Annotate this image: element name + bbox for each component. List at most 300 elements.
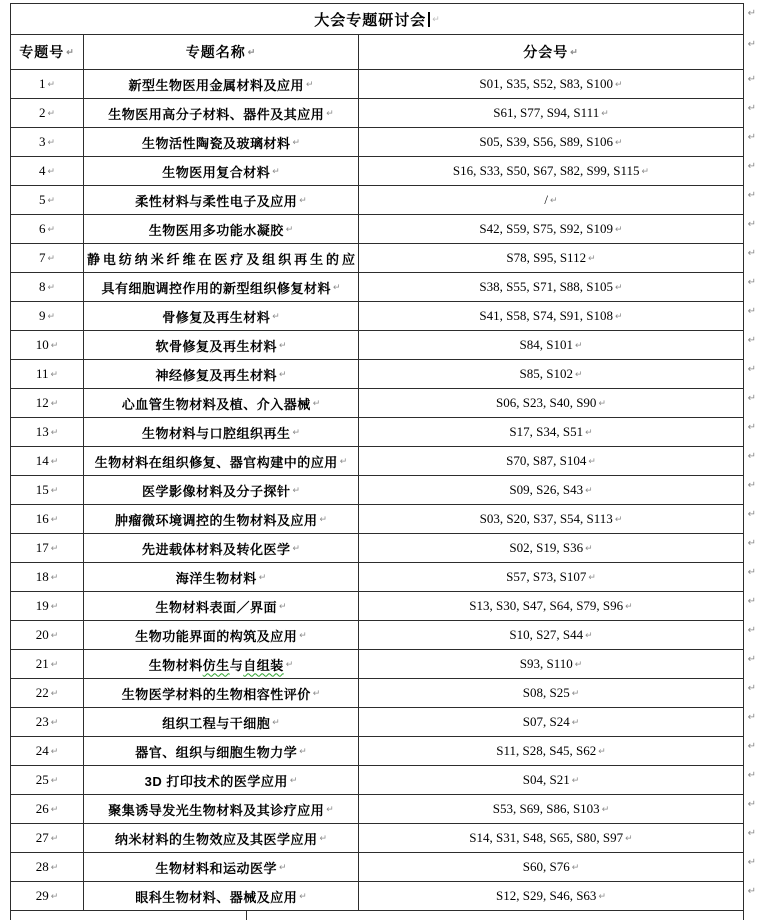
cell-end-mark: ↵	[312, 397, 321, 408]
session-codes-cell[interactable]	[359, 505, 743, 533]
session-codes: S01, S35, S52, S83, S100	[479, 76, 614, 91]
table-row	[11, 302, 756, 331]
session-codes-cell[interactable]	[359, 99, 743, 127]
session-codes: S06, S23, S40, S90	[496, 395, 597, 410]
topic-number-cell[interactable]	[11, 563, 83, 591]
paragraph-mark: ↵	[747, 538, 756, 549]
table-row	[11, 244, 756, 273]
cell-end-mark: ↵	[47, 136, 56, 147]
session-codes-cell[interactable]	[359, 418, 743, 446]
topic-number-cell[interactable]	[11, 650, 83, 678]
topic-number-cell[interactable]	[11, 70, 83, 98]
topic-name-cell[interactable]	[83, 389, 359, 417]
topic-number-cell[interactable]	[11, 737, 83, 765]
header-row	[11, 35, 756, 70]
topic-name: 3D 打印技术的医学应用	[144, 773, 288, 789]
table-row	[11, 766, 756, 795]
topic-name: 生物医用多功能水凝胶	[148, 222, 284, 238]
topic-name: 纳米材料的生物效应及其医学应用	[114, 831, 318, 847]
topic-number-cell[interactable]	[11, 186, 83, 214]
topic-name: 静电纺纳米纤维在医疗及组织再生的应	[87, 251, 355, 267]
topic-number-cell[interactable]	[11, 215, 83, 243]
paragraph-mark: ↵	[747, 8, 756, 19]
topic-number-cell[interactable]	[11, 447, 83, 475]
session-codes: S07, S24	[522, 714, 570, 729]
cell-end-mark: ↵	[272, 716, 280, 727]
topic-number: 20	[35, 627, 49, 642]
topic-name-cell[interactable]	[83, 157, 359, 185]
topic-number-cell[interactable]	[11, 302, 83, 330]
topic-name-cell[interactable]	[83, 447, 359, 475]
column-header-label: 专题名称	[185, 44, 246, 60]
session-codes-cell[interactable]	[359, 447, 743, 475]
cell-end-mark: ↵	[50, 513, 59, 524]
session-codes-cell[interactable]	[359, 824, 743, 852]
session-codes: S02, S19, S36	[509, 540, 584, 555]
topic-number: 7	[38, 250, 46, 265]
topic-name-cell[interactable]	[83, 592, 359, 620]
session-codes-cell[interactable]	[359, 215, 743, 243]
cell-end-mark: ↵	[50, 571, 59, 582]
session-codes: S84, S101	[519, 337, 573, 352]
topic-number: 13	[35, 424, 49, 439]
cell-end-mark: ↵	[258, 571, 267, 582]
topic-name: 生物医用复合材料	[162, 164, 271, 180]
cell-end-mark: ↵	[574, 339, 583, 350]
paragraph-mark: ↵	[747, 683, 756, 694]
partial-row-divider	[246, 911, 247, 920]
topic-number-cell[interactable]	[11, 824, 83, 852]
topic-number-cell[interactable]	[11, 389, 83, 417]
topic-number: 11	[35, 366, 49, 381]
topic-number: 12	[35, 395, 49, 410]
cell-end-mark: ↵	[50, 542, 59, 553]
session-codes: S08, S25	[522, 685, 570, 700]
table-row	[11, 679, 756, 708]
partial-next-row	[11, 911, 743, 920]
topic-number-cell[interactable]	[11, 853, 83, 881]
topic-name: 先进载体材料及转化医学	[141, 541, 291, 557]
topic-number: 1	[38, 76, 46, 91]
cell-end-mark: ↵	[598, 745, 606, 756]
cell-end-mark: ↵	[299, 194, 307, 205]
topic-number: 9	[38, 308, 46, 323]
session-codes-cell[interactable]	[359, 360, 743, 388]
topic-name-cell[interactable]	[83, 244, 359, 272]
topic-name-cell[interactable]	[83, 273, 359, 301]
paragraph-mark: ↵	[747, 741, 756, 752]
topic-name-cell[interactable]	[83, 534, 359, 562]
cell-end-mark: ↵	[50, 716, 59, 727]
table-row	[11, 795, 756, 824]
table-body	[11, 70, 756, 911]
table-row	[11, 592, 756, 621]
topic-number: 14	[35, 453, 49, 468]
topic-number: 5	[38, 192, 46, 207]
session-codes: S05, S39, S56, S89, S106	[479, 134, 614, 149]
topic-number-cell[interactable]	[11, 157, 83, 185]
column-header-session-codes[interactable]	[359, 35, 743, 69]
topic-number-cell[interactable]	[11, 476, 83, 504]
topic-number: 4	[38, 163, 46, 178]
cell-end-mark: ↵	[50, 832, 59, 843]
table-row	[11, 708, 756, 737]
paragraph-mark: ↵	[747, 567, 756, 578]
session-codes-cell[interactable]	[359, 882, 743, 910]
table-row	[11, 157, 756, 186]
topic-name-cell[interactable]	[83, 737, 359, 765]
table-row	[11, 505, 756, 534]
session-codes-cell[interactable]	[359, 128, 743, 156]
cell-end-mark: ↵	[571, 861, 580, 872]
topic-number-cell[interactable]	[11, 360, 83, 388]
session-codes: S14, S31, S48, S65, S80, S97	[469, 830, 624, 845]
paragraph-mark: ↵	[747, 712, 756, 723]
topic-name: 生物材料与口腔组织再生	[141, 425, 291, 441]
cell-end-mark: ↵	[588, 455, 596, 466]
paragraph-mark: ↵	[747, 190, 756, 201]
topic-number-cell[interactable]	[11, 621, 83, 649]
topic-name-cell[interactable]	[83, 650, 359, 678]
cell-end-mark: ↵	[50, 774, 59, 785]
cell-end-mark: ↵	[571, 687, 580, 698]
session-codes-cell[interactable]	[359, 476, 743, 504]
topic-name: 组织工程与干细胞	[162, 715, 271, 731]
cell-end-mark: ↵	[278, 600, 287, 611]
cell-end-mark: ↵	[272, 310, 280, 321]
paragraph-mark: ↵	[747, 857, 756, 868]
session-codes: /	[544, 192, 549, 207]
topic-number-cell[interactable]	[11, 592, 83, 620]
topic-number: 3	[38, 134, 46, 149]
topic-number-cell[interactable]	[11, 882, 83, 910]
session-codes: S70, S87, S104	[506, 453, 587, 468]
session-codes-cell[interactable]	[359, 70, 743, 98]
cell-end-mark: ↵	[305, 78, 314, 89]
session-codes: S53, S69, S86, S103	[492, 801, 600, 816]
cell-end-mark: ↵	[292, 136, 301, 147]
grammar-underline: 仿生	[202, 657, 230, 673]
table-row	[11, 360, 756, 389]
text-cursor	[428, 12, 430, 27]
topic-name: 肿瘤微环境调控的生物材料及应用	[114, 512, 318, 528]
cell-end-mark: ↵	[615, 223, 623, 234]
table-row	[11, 215, 756, 244]
paragraph-mark: ↵	[747, 364, 756, 375]
topic-name-cell[interactable]	[83, 882, 359, 910]
topic-name: 医学影像材料及分子探针	[141, 483, 291, 499]
cell-end-mark: ↵	[50, 339, 59, 350]
cell-end-mark: ↵	[50, 368, 59, 379]
topic-name-cell[interactable]	[83, 186, 359, 214]
session-codes: S17, S34, S51	[509, 424, 584, 439]
session-codes: S38, S55, S71, S88, S105	[479, 279, 614, 294]
session-codes: S03, S20, S37, S54, S113	[479, 511, 613, 526]
topic-name-cell[interactable]	[83, 302, 359, 330]
cell-end-mark: ↵	[50, 890, 59, 901]
paragraph-mark: ↵	[747, 625, 756, 636]
paragraph-mark: ↵	[747, 654, 756, 665]
session-codes-cell[interactable]	[359, 650, 743, 678]
topic-name-cell[interactable]	[83, 360, 359, 388]
topic-name: 新型生物医用金属材料及应用	[128, 77, 304, 93]
cell-end-mark: ↵	[571, 716, 580, 727]
paragraph-mark: ↵	[747, 74, 756, 85]
cell-end-mark: ↵	[292, 426, 301, 437]
cell-end-mark: ↵	[339, 455, 348, 466]
topic-number-cell[interactable]	[11, 534, 83, 562]
topic-number: 15	[35, 482, 49, 497]
topic-name-cell[interactable]	[83, 476, 359, 504]
column-header-topic-name[interactable]	[83, 35, 359, 69]
cell-end-mark: ↵	[50, 600, 59, 611]
cell-end-mark: ↵	[299, 629, 307, 640]
title-row	[11, 4, 756, 35]
topic-number-cell[interactable]	[11, 679, 83, 707]
session-codes: S60, S76	[522, 859, 570, 874]
topic-number: 24	[35, 743, 49, 758]
table-row	[11, 563, 756, 592]
session-codes-cell[interactable]	[359, 679, 743, 707]
topic-name: 聚集诱导发光生物材料及其诊疗应用	[108, 802, 325, 818]
topic-name-cell[interactable]	[83, 99, 359, 127]
topic-name: 软骨修复及再生材料	[155, 338, 277, 354]
cell-end-mark: ↵	[47, 107, 56, 118]
cell-end-mark: ↵	[50, 426, 59, 437]
session-codes: S41, S58, S74, S91, S108	[479, 308, 614, 323]
cell-end-mark: ↵	[278, 861, 287, 872]
session-codes-cell[interactable]	[359, 592, 743, 620]
topic-name-cell[interactable]	[83, 795, 359, 823]
topic-name: 骨修复及再生材料	[162, 309, 271, 325]
cell-end-mark: ↵	[601, 803, 610, 814]
cell-end-mark: ↵	[50, 397, 59, 408]
topic-name-cell[interactable]	[83, 621, 359, 649]
cell-end-mark: ↵	[47, 281, 56, 292]
session-codes-cell[interactable]	[359, 853, 743, 881]
paragraph-mark: ↵	[747, 39, 756, 50]
table-row	[11, 389, 756, 418]
session-codes-cell[interactable]	[359, 302, 743, 330]
cell-end-mark: ↵	[326, 107, 334, 118]
session-codes-cell[interactable]	[359, 244, 743, 272]
cell-end-mark: ↵	[574, 368, 583, 379]
topic-number-cell[interactable]	[11, 795, 83, 823]
cell-end-mark: ↵	[247, 46, 257, 57]
topic-number: 10	[35, 337, 49, 352]
session-codes: S12, S29, S46, S63	[496, 888, 597, 903]
session-codes: S85, S102	[519, 366, 573, 381]
topic-number: 17	[35, 540, 49, 555]
topic-number: 22	[35, 685, 49, 700]
cell-end-mark: ↵	[332, 281, 341, 292]
cell-end-mark: ↵	[50, 803, 59, 814]
cell-end-mark: ↵	[292, 542, 301, 553]
session-codes: S42, S59, S75, S92, S109	[479, 221, 614, 236]
cell-end-mark: ↵	[614, 513, 623, 524]
table-row	[11, 331, 756, 360]
cell-end-mark: ↵	[47, 310, 56, 321]
topic-number: 27	[35, 830, 49, 845]
topic-number-cell[interactable]	[11, 99, 83, 127]
topic-name-cell[interactable]	[83, 418, 359, 446]
session-codes-cell[interactable]	[359, 534, 743, 562]
topic-number-cell[interactable]	[11, 708, 83, 736]
cell-end-mark: ↵	[585, 629, 593, 640]
paragraph-mark: ↵	[747, 103, 756, 114]
cell-end-mark: ↵	[641, 165, 650, 176]
session-codes-cell[interactable]	[359, 621, 743, 649]
paragraph-mark: ↵	[747, 770, 756, 781]
topic-name: 具有细胞调控作用的新型组织修复材料	[101, 280, 331, 296]
table-row	[11, 70, 756, 99]
topic-number-cell[interactable]	[11, 766, 83, 794]
topic-name-cell[interactable]	[83, 128, 359, 156]
topic-name: 生物功能界面的构筑及应用	[135, 628, 298, 644]
topic-name-cell[interactable]	[83, 70, 359, 98]
session-codes-cell[interactable]	[359, 708, 743, 736]
session-codes-cell[interactable]	[359, 331, 743, 359]
table-row	[11, 882, 756, 911]
cell-end-mark: ↵	[50, 861, 59, 872]
topic-number-cell[interactable]	[11, 331, 83, 359]
session-codes: S78, S95, S112	[506, 250, 587, 265]
paragraph-mark: ↵	[747, 306, 756, 317]
topic-number-cell[interactable]	[11, 418, 83, 446]
cell-end-mark: ↵	[50, 745, 59, 756]
table-row	[11, 737, 756, 766]
table-row	[11, 621, 756, 650]
topic-number: 25	[35, 772, 49, 787]
cell-end-mark: ↵	[615, 310, 623, 321]
cell-end-mark: ↵	[312, 687, 321, 698]
topic-number: 28	[35, 859, 49, 874]
topic-name-cell[interactable]	[83, 766, 359, 794]
table-row	[11, 99, 756, 128]
session-codes-cell[interactable]	[359, 389, 743, 417]
session-codes-cell[interactable]	[359, 795, 743, 823]
topic-name: 心血管生物材料及植、介入器械	[121, 396, 311, 412]
cell-end-mark: ↵	[299, 890, 307, 901]
cell-end-mark: ↵	[289, 774, 298, 785]
topic-name-cell[interactable]	[83, 708, 359, 736]
paragraph-mark: ↵	[747, 509, 756, 520]
paragraph-mark: ↵	[747, 480, 756, 491]
topic-name-cell[interactable]	[83, 505, 359, 533]
session-codes: S09, S26, S43	[509, 482, 584, 497]
paragraph-mark: ↵	[747, 451, 756, 462]
cell-end-mark: ↵	[550, 194, 558, 205]
column-header-label: 专题号	[19, 44, 65, 60]
paragraph-mark: ↵	[747, 799, 756, 810]
topic-number-cell[interactable]	[11, 244, 83, 272]
table-row	[11, 273, 756, 302]
topic-name-cell[interactable]	[83, 215, 359, 243]
topic-name-cell[interactable]	[83, 679, 359, 707]
cell-end-mark: ↵	[50, 455, 59, 466]
paragraph-mark: ↵	[747, 596, 756, 607]
table-row	[11, 128, 756, 157]
topic-number-cell[interactable]	[11, 505, 83, 533]
session-codes: S93, S110	[519, 656, 573, 671]
cell-end-mark: ↵	[299, 745, 307, 756]
table-row	[11, 418, 756, 447]
cell-end-mark: ↵	[598, 397, 606, 408]
table-row	[11, 824, 756, 853]
cell-end-mark: ↵	[588, 252, 596, 263]
cell-end-mark: ↵	[326, 803, 334, 814]
column-header-label: 分会号	[523, 44, 569, 60]
paragraph-mark: ↵	[747, 161, 756, 172]
cell-end-mark: ↵	[615, 78, 623, 89]
paragraph-mark: ↵	[747, 277, 756, 288]
topic-name: 海洋生物材料	[175, 570, 257, 586]
topic-name: 生物医学材料的生物相容性评价	[121, 686, 311, 702]
cell-end-mark: ↵	[278, 368, 287, 379]
cell-end-mark: ↵	[50, 658, 59, 669]
topic-number-cell[interactable]	[11, 128, 83, 156]
cell-end-mark: ↵	[285, 658, 294, 669]
paragraph-mark: ↵	[747, 886, 756, 897]
topic-number: 23	[35, 714, 49, 729]
table-row	[11, 476, 756, 505]
session-codes: S57, S73, S107	[506, 569, 587, 584]
session-codes-cell[interactable]	[359, 186, 743, 214]
cell-end-mark: ↵	[601, 107, 609, 118]
cell-end-mark: ↵	[47, 194, 56, 205]
cell-end-mark: ↵	[50, 687, 59, 698]
table-row	[11, 650, 756, 679]
table-row	[11, 853, 756, 882]
cell-end-mark: ↵	[432, 13, 440, 24]
cell-end-mark: ↵	[598, 890, 606, 901]
topic-number: 8	[38, 279, 46, 294]
topic-number: 26	[35, 801, 49, 816]
topic-number: 21	[35, 656, 49, 671]
session-codes-cell[interactable]	[359, 563, 743, 591]
topic-number: 18	[35, 569, 49, 584]
session-codes: S04, S21	[522, 772, 570, 787]
topic-name-cell[interactable]	[83, 824, 359, 852]
topic-number: 2	[38, 105, 46, 120]
session-codes-cell[interactable]	[359, 737, 743, 765]
topic-number: 6	[38, 221, 46, 236]
cell-end-mark: ↵	[278, 339, 287, 350]
session-codes-cell[interactable]	[359, 766, 743, 794]
topic-name-cell[interactable]	[83, 331, 359, 359]
table-title-cell[interactable]	[11, 4, 743, 34]
cell-end-mark: ↵	[574, 658, 583, 669]
session-codes: S13, S30, S47, S64, S79, S96	[469, 598, 624, 613]
session-codes-cell[interactable]	[359, 273, 743, 301]
cell-end-mark: ↵	[625, 600, 633, 611]
cell-end-mark: ↵	[585, 426, 593, 437]
topic-name-cell[interactable]	[83, 853, 359, 881]
session-codes: S16, S33, S50, S67, S82, S99, S115	[452, 163, 640, 178]
topic-number-cell[interactable]	[11, 273, 83, 301]
session-codes: S10, S27, S44	[509, 627, 584, 642]
cell-end-mark: ↵	[615, 136, 623, 147]
topic-name: 神经修复及再生材料	[155, 367, 277, 383]
grammar-underline: 自组装	[243, 657, 284, 673]
session-codes-cell[interactable]	[359, 157, 743, 185]
paragraph-mark: ↵	[747, 248, 756, 259]
paragraph-mark: ↵	[747, 219, 756, 230]
topic-name: 柔性材料与柔性电子及应用	[135, 193, 298, 209]
topic-name-cell[interactable]	[83, 563, 359, 591]
column-header-topic-number[interactable]	[11, 35, 83, 69]
topic-name: 生物材料和运动医学	[155, 860, 277, 876]
